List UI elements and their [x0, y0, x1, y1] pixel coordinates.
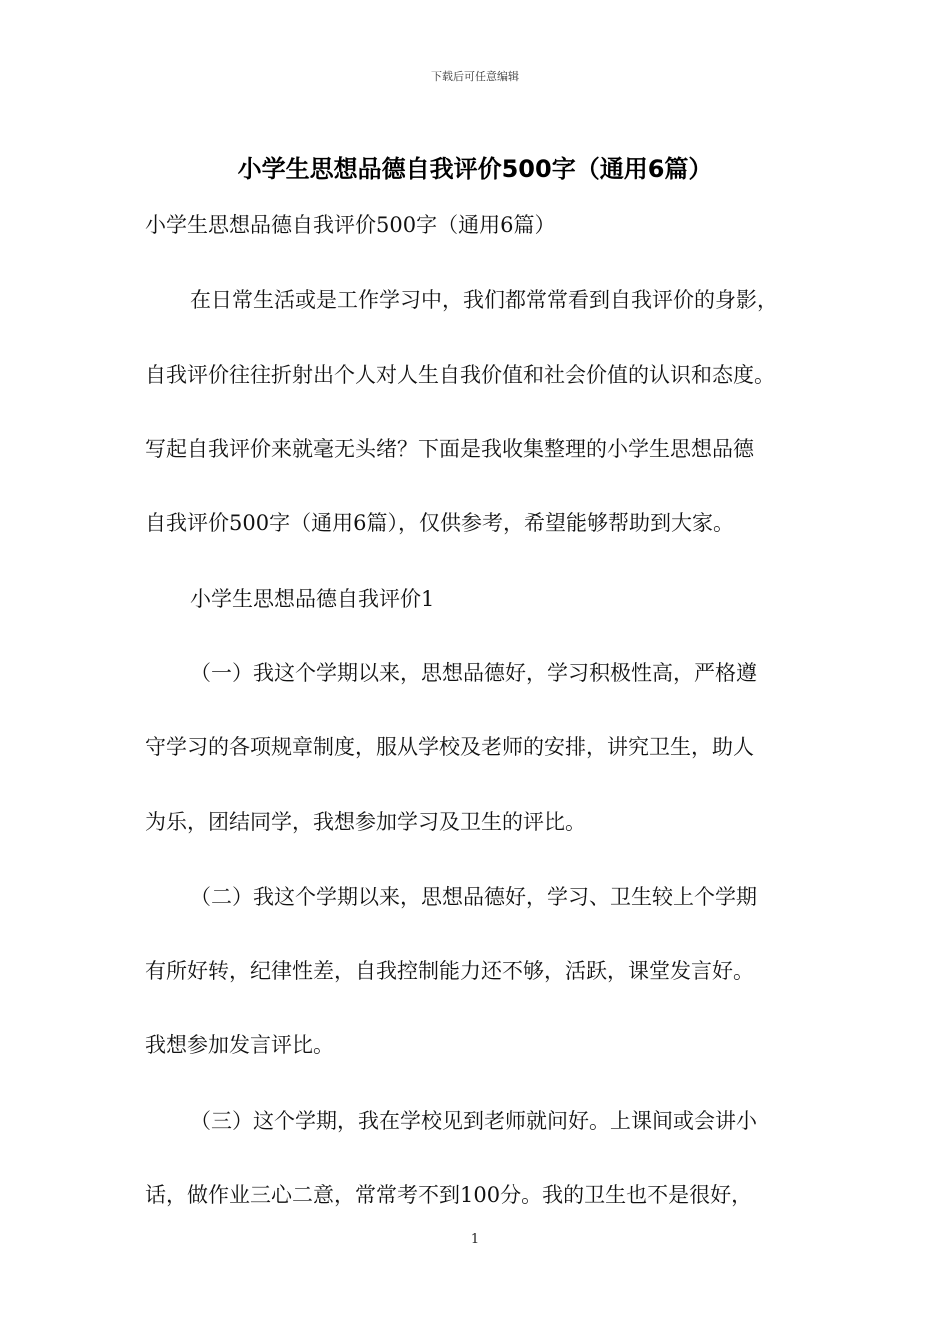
body-line: （三）这个学期，我在学校见到老师就问好。上课间或会讲小	[190, 1109, 757, 1133]
body-line: 自我评价往往折射出个人对人生自我价值和社会价值的认识和态度。	[145, 363, 775, 387]
section-heading: 小学生思想品德自我评价1	[190, 587, 435, 611]
body-line: （二）我这个学期以来，思想品德好，学习、卫生较上个学期	[190, 885, 757, 909]
body-line: 守学习的各项规章制度，服从学校及老师的安排，讲究卫生，助人	[145, 735, 754, 759]
body-line: 为乐，团结同学，我想参加学习及卫生的评比。	[145, 810, 586, 834]
body-line: 我想参加发言评比。	[145, 1033, 334, 1057]
body-line: 自我评价500字（通用6篇），仅供参考，希望能够帮助到大家。	[145, 511, 734, 535]
body-line: 话，做作业三心二意，常常考不到100分。我的卫生也不是很好，	[145, 1183, 753, 1207]
body-line: 写起自我评价来就毫无头绪？下面是我收集整理的小学生思想品德	[145, 437, 754, 461]
header-note: 下载后可任意编辑	[431, 70, 519, 83]
subtitle-line: 小学生思想品德自我评价500字（通用6篇）	[145, 213, 556, 237]
body-line: 在日常生活或是工作学习中，我们都常常看到自我评价的身影，	[190, 288, 778, 312]
body-line: （一）我这个学期以来，思想品德好，学习积极性高，严格遵	[190, 661, 757, 685]
document-title: 小学生思想品德自我评价500字（通用6篇）	[237, 155, 713, 183]
page-number: 1	[470, 1232, 480, 1247]
body-line: 有所好转，纪律性差，自我控制能力还不够，活跃，课堂发言好。	[145, 959, 754, 983]
